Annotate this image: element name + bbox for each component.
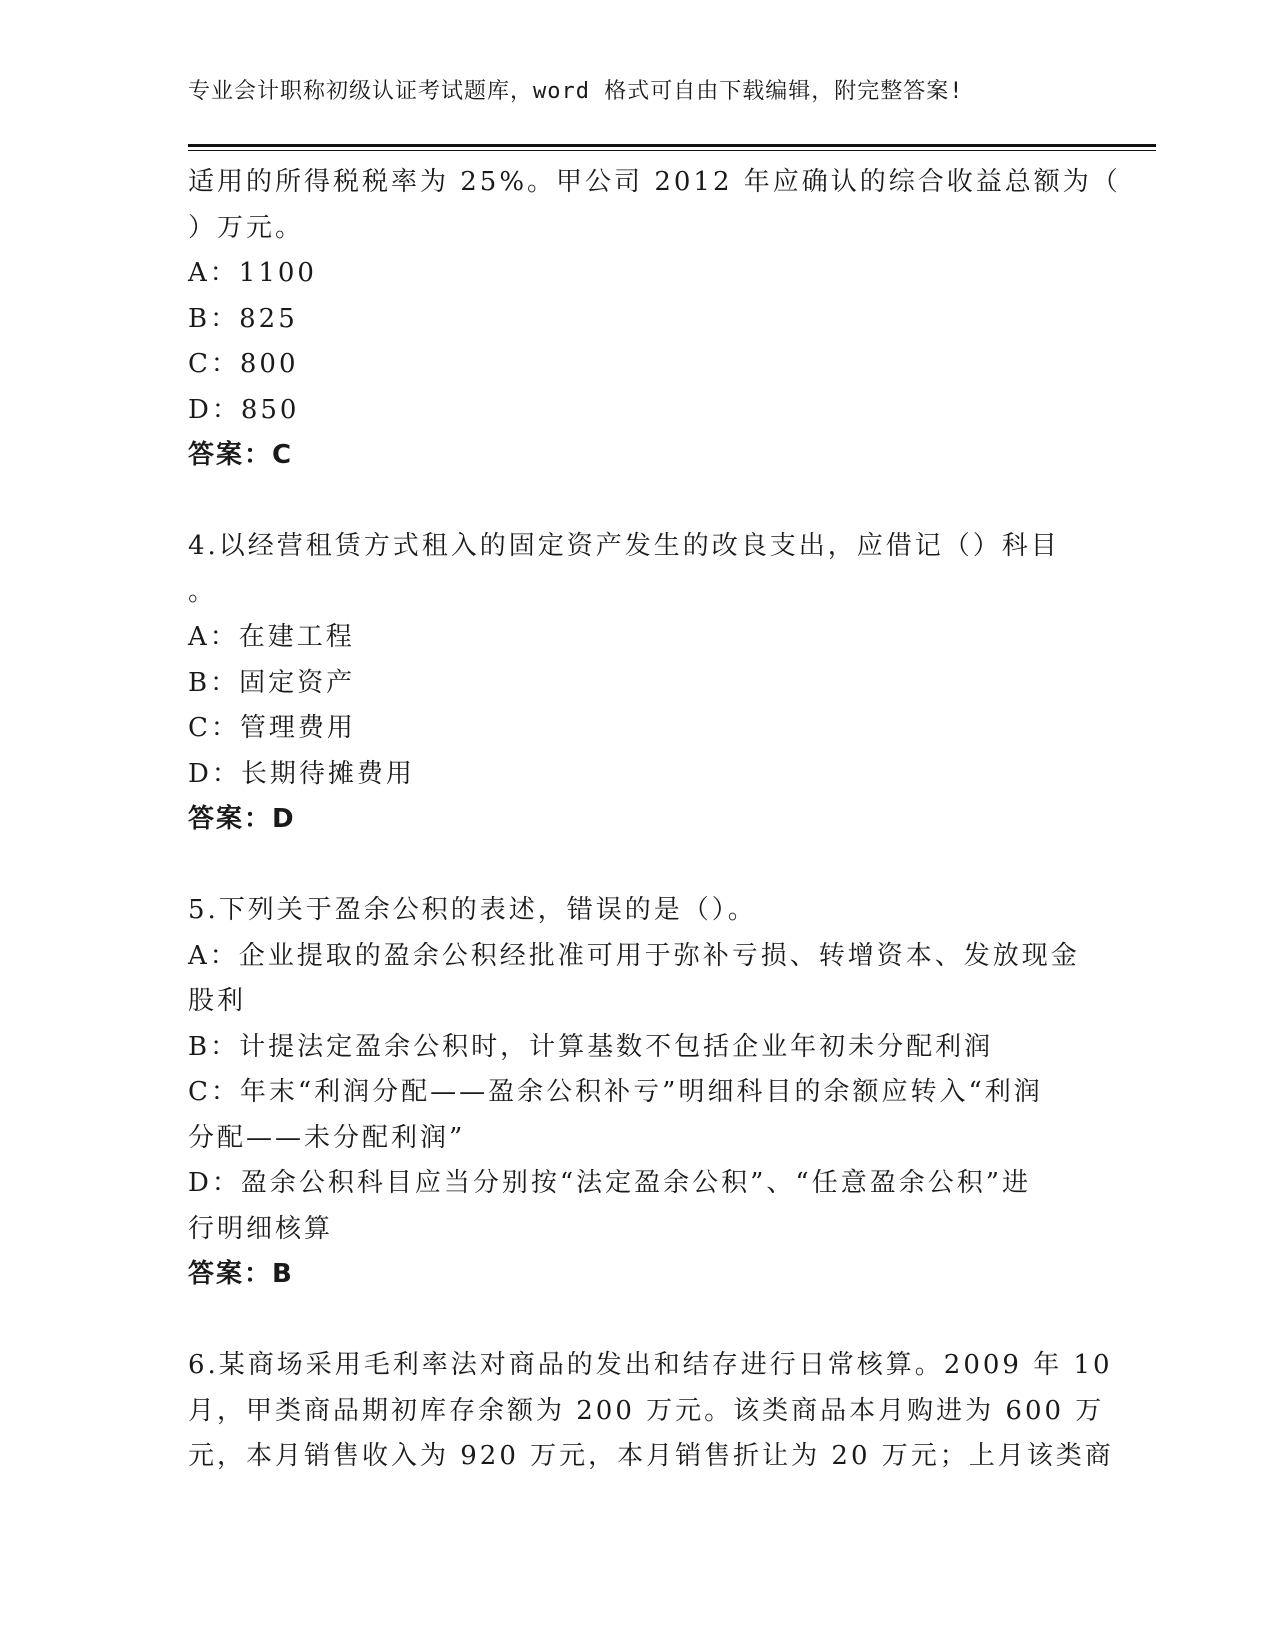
spacer (188, 843, 1088, 889)
question-6 (188, 1343, 1114, 1480)
option-a: A：企业提取的盈余公积经批准可用于弥补亏损、转增资本、发放现金 (188, 940, 1080, 971)
option-c-continued: 分配——未分配利润” (188, 1122, 466, 1153)
option-b: B：固定资产 (188, 667, 356, 698)
question-5 (188, 888, 1088, 1298)
question-4 (188, 524, 1088, 843)
option-c: C：800 (188, 349, 299, 379)
question-text: 4.以经营租赁方式租入的固定资产发生的改良支出，应借记（）科目 (188, 531, 1060, 561)
question-text: 5.下列关于盈余公积的表述，错误的是（）。 (188, 895, 757, 925)
question-content (188, 160, 1121, 1480)
option-a: A：1100 (188, 258, 317, 288)
spacer (188, 1298, 1088, 1344)
option-b: B：825 (188, 303, 298, 334)
option-d: D：850 (188, 394, 300, 425)
header-rule-thick (188, 144, 1156, 147)
header-rule-thin (188, 150, 1156, 151)
answer: 答案：D (188, 804, 296, 834)
option-c: C：年末“利润分配——盈余公积补亏”明细科目的余额应转入“利润 (188, 1077, 1043, 1107)
question-3 (188, 160, 1121, 479)
option-d-continued: 行明细核算 (188, 1213, 334, 1244)
option-d: D：长期待摊费用 (188, 758, 415, 789)
question-text: 。 (188, 576, 218, 607)
question-text: 月，甲类商品期初库存余额为 200 万元。该类商品本月购进为 600 万 (188, 1395, 1105, 1426)
question-text: 6.某商场采用毛利率法对商品的发出和结存进行日常核算。2009 年 10 (188, 1350, 1113, 1380)
spacer (188, 479, 1088, 525)
option-c: C：管理费用 (188, 713, 356, 743)
question-text: ）万元。 (188, 212, 305, 243)
answer: 答案：B (188, 1259, 294, 1289)
page-header: 专业会计职称初级认证考试题库，word 格式可自由下载编辑，附完整答案! (188, 79, 964, 104)
question-text: 元，本月销售收入为 920 万元，本月销售折让为 20 万元；上月该类商 (188, 1441, 1114, 1471)
option-a: A：在建工程 (188, 622, 355, 652)
option-a-continued: 股利 (188, 986, 247, 1016)
question-text: 适用的所得税税率为 25%。甲公司 2012 年应确认的综合收益总额为（ (188, 167, 1121, 197)
option-d: D：盈余公积科目应当分别按“法定盈余公积”、“任意盈余公积”进 (188, 1168, 1032, 1198)
option-b: B：计提法定盈余公积时，计算基数不包括企业年初未分配利润 (188, 1031, 994, 1062)
answer: 答案：C (188, 440, 294, 470)
